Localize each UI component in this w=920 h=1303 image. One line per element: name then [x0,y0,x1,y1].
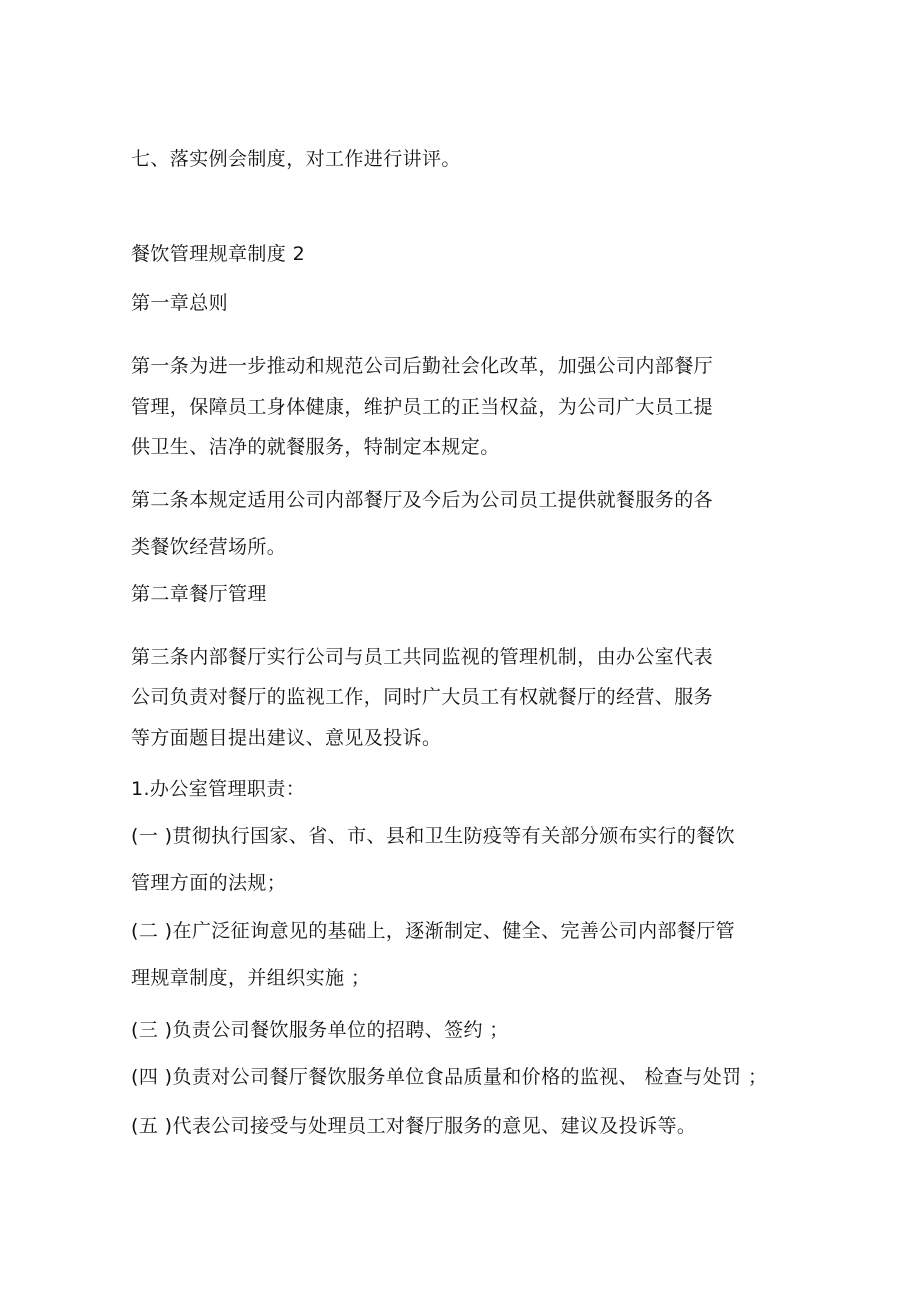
text-line: 1.办公室管理职责： [131,778,306,800]
text-line: 第一条为进一步推动和规范公司后勤社会化改革，加强公司内部餐厅 [131,355,714,377]
text-line: 第二条本规定适用公司内部餐厅及今后为公司员工提供就餐服务的各 [131,489,714,511]
text-line: 管理，保障员工身体健康，维护员工的正当权益，为公司广大员工提 [131,396,714,418]
text-line: 供卫生、洁净的就餐服务，特制定本规定。 [131,436,500,458]
text-line: (一 )贯彻执行国家、省、市、县和卫生防疫等有关部分颁布实行的餐饮 [131,825,736,847]
text-line: 七、落实例会制度，对工作进行讲评。 [131,148,461,170]
chapter-heading: 第二章餐厅管理 [131,583,267,605]
text-line: (三 )负责公司餐饮服务单位的招聘、签约 ； [131,1019,509,1041]
text-line: 等方面题目提出建议、意见及投诉。 [131,727,442,749]
section-title: 餐饮管理规章制度 2 [131,243,306,265]
text-line: (四 )负责对公司餐厅餐饮服务单位食品质量和价格的监视、 检查与处罚 ； [131,1066,768,1088]
text-line: (五 )代表公司接受与处理员工对餐厅服务的意见、建议及投诉等。 [131,1115,697,1137]
text-line: 第三条内部餐厅实行公司与员工共同监视的管理机制，由办公室代表 [131,646,714,668]
text-line: 类餐饮经营场所。 [131,536,287,558]
text-line: (二 )在广泛征询意见的基础上，逐渐制定、健全、完善公司内部餐厅管 [131,920,736,942]
text-line: 公司负责对餐厅的监视工作，同时广大员工有权就餐厅的经营、服务 [131,686,714,708]
chapter-heading: 第一章总则 [131,292,229,314]
text-line: 管理方面的法规； [131,872,287,894]
text-line: 理规章制度，并组织实施 ； [131,967,371,989]
